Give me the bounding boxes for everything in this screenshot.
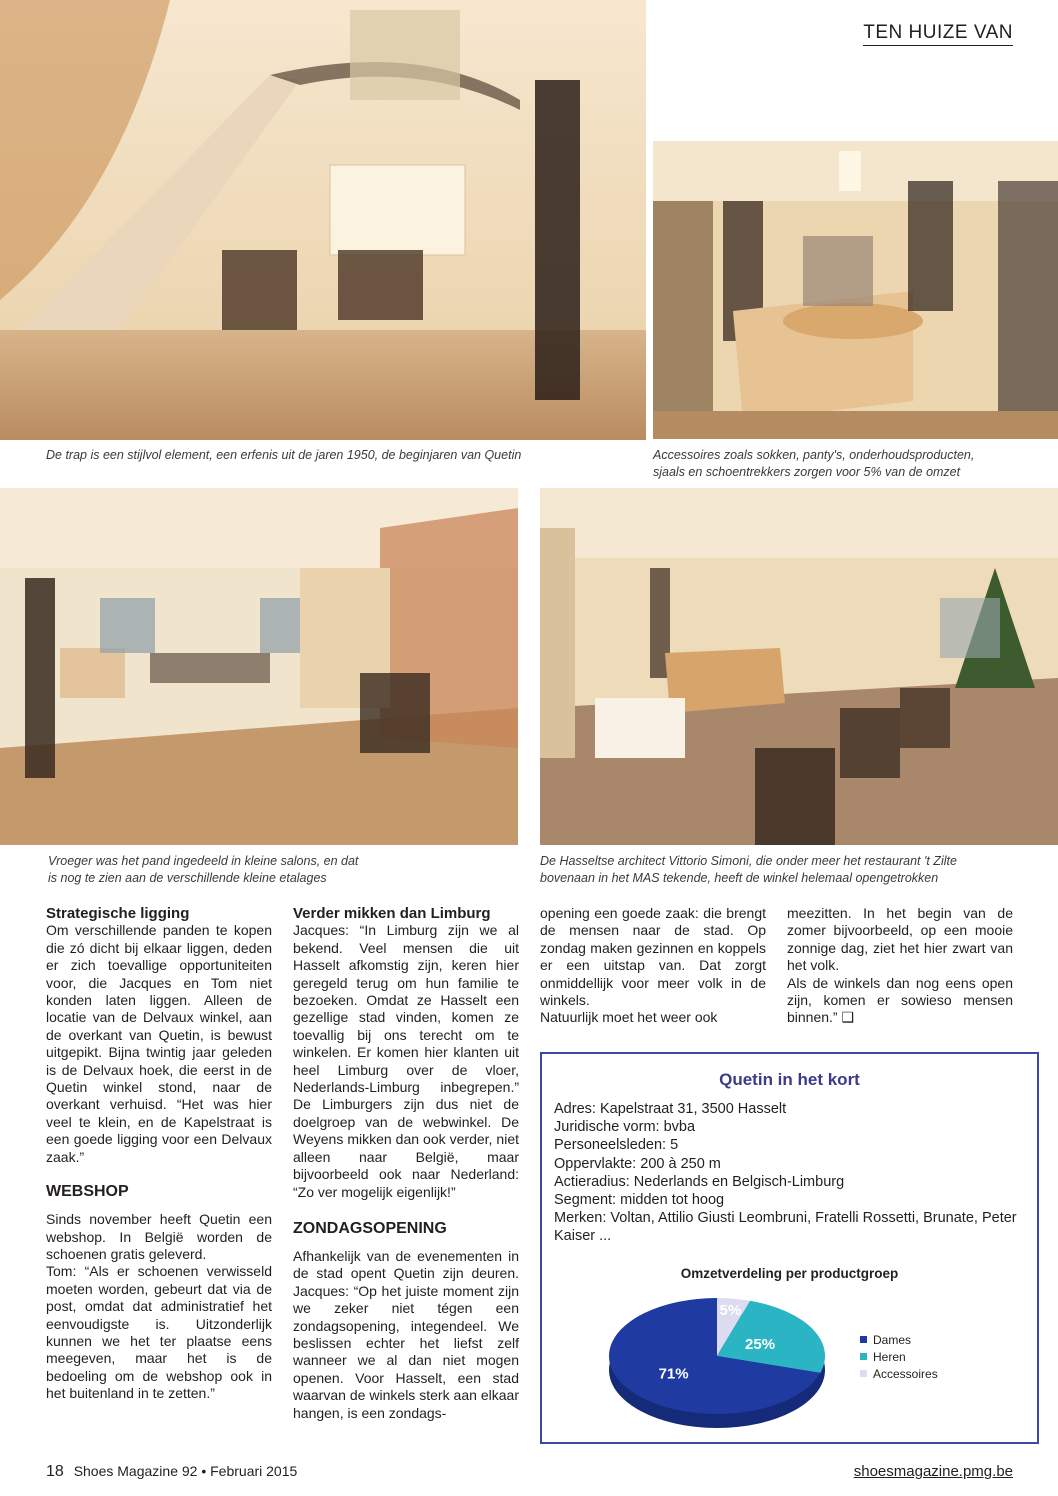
text-col4-1: meezitten. In het begin van de zomer bijvoorbeeld, op een mooie zonnige dag, ziet het hier zwart van het volk. [787,905,1013,974]
fact-segment [554,1191,1024,1209]
fact-value: Voltan, Attilio Giusti Leombruni, Fratelli Rossetti, Brunate, Peter Kaiser ... [554,1210,1017,1245]
photo-salons [0,488,518,845]
fact-value: 5 [670,1137,679,1154]
fact-key: Personeelsleden: [554,1137,667,1154]
text-sunday: Afhankelijk van de evenementen in de stad opent Quetin zijn deuren. Jacques: “Op het juiste moment zijn we zeker niet tégen een zondagsopening, integendeel. We beslissen echter het liefst zelf wanneer we al dan niet mogen openen. Voor Hasselt, een stad waarvan de winkels sterk aan elkaar hangen, is een zondags- [293,1247,519,1421]
fact-legal-form [554,1118,1024,1136]
legend-label: Dames [873,1333,912,1347]
chart-legend [860,1332,938,1383]
heading-limburg: Verder mikken dan Limburg [293,905,491,922]
heading-sunday: ZONDAGSOPENING [293,1219,447,1237]
caption-salons-line1: Vroeger was het pand ingedeeld in kleine salons, en dat [48,854,359,868]
text-limburg: Jacques: “In Limburg zijn we al bekend. Veel mensen die uit Hasselt afkomstig zijn, keren hier geregeld terug om hun familie te bezoeken. Omdat ze Hasselt een gezellige stad vinden, komen ze toevallig bij ons terecht om te winkelen. Er komen hier klanten uit heel Limburg over de vloer, Nederlands-Limburg inbegrepen.” De Limburgers zijn dus niet de doelgroep van de webwinkel. De Weyens mikken dan ook verder, niet alleen naar België, maar bijvoorbeeld ook naar Nederland: “Zo ver mogelijk eigenlijk!” [293,922,519,1200]
fact-key: Juridische vorm: [554,1119,660,1136]
fact-key: Oppervlakte: [554,1155,637,1172]
fact-key: Adres: [554,1101,596,1117]
article-column-3 [540,905,766,1027]
fact-key: Merken: [554,1210,607,1227]
caption-architect-line1: De Hasseltse architect Vittorio Simoni, die onder meer het restaurant 't Zilte [540,854,957,868]
caption-accessories-line1: Accessoires zoals sokken, panty's, onderhoudsproducten, [653,448,975,462]
pie-label-dames: 71% [658,1365,689,1383]
photo-open-store [540,488,1058,845]
caption-architect [540,853,1055,887]
fact-key: Segment: [554,1192,617,1209]
photo-staircase [0,0,646,440]
fact-value: Kapelstraat 31, 3500 Hasselt [599,1101,787,1117]
footer-website[interactable]: shoesmagazine.pmg.be [853,1463,1013,1480]
chart-title: Omzetverdeling per productgroep [680,1266,899,1281]
footer-issue [46,1463,297,1481]
photo-accessories [653,141,1058,439]
legend-item-accessoires [860,1366,938,1383]
pie-label-accessoires: 5% [719,1302,742,1320]
legend-label: Heren [873,1350,906,1364]
caption-architect-line2: bovenaan in het MAS tekende, heeft de winkel helemaal opengetrokken [540,871,939,885]
legend-swatch [860,1370,867,1377]
legend-swatch [860,1336,867,1343]
fact-staff [554,1136,1024,1154]
article-column-1 [46,905,272,1403]
caption-accessories-line2: sjaals en schoentrekkers zorgen voor 5% van de omzet [653,465,961,479]
pie-chart [602,1294,902,1444]
text-col4-2-body: Als de winkels dan nog eens open zijn, komen er sowieso mensen binnen.” [787,974,1013,1026]
page-number: 18 [46,1463,64,1480]
text-col3-2: Natuurlijk moet het weer ook [540,1009,718,1026]
fact-value: 200 à 250 m [640,1155,721,1172]
fact-address [554,1100,1024,1118]
pie-label-heren: 25% [745,1335,776,1353]
caption-salons-line2: is nog te zien aan de verschillende kleine etalages [48,871,327,885]
caption-accessories [653,447,1053,481]
section-label: TEN HUIZE VAN [863,22,1013,46]
legend-item-heren [860,1349,938,1366]
legend-swatch [860,1353,867,1360]
text-col3-1: opening een goede zaak: die brengt de mensen naar de stad. Op zondag maken gezinnen en koppels er een uitstap van. Dat zorgt onmiddellijk voor meer volk in de winkels. [540,905,766,1009]
article-column-2 [293,905,519,1422]
caption-staircase: De trap is een stijlvol element, een erfenis uit de jaren 1950, de beginjaren van Quetin [46,448,522,462]
article-column-4 [787,905,1013,1027]
fact-surface [554,1155,1024,1173]
end-mark: ❑ [841,1009,855,1026]
caption-salons [48,853,518,887]
text-strategic: Om verschillende panden te kopen die zó dicht bij elkaar liggen, deden er zich toevallige opportuniteiten voor, die Jacques en Tom niet konden laten liggen. Alleen de locatie van de Delvaux winkel, aan de overkant van Quetin, is bewust uitgepikt. Bijna twintig jaar geleden is de Delvaux hoek, die eerst in de Quetin winkel stond, naar de overkant verhuisd. “Het was hier veel te klein, en de Kapelstraat is een goede ligging voor een Delvaux zaak.” [46,922,272,1165]
fact-key: Actieradius: [554,1173,630,1190]
infobox-facts [554,1100,1024,1246]
fact-radius [554,1173,1024,1191]
heading-webshop: WEBSHOP [46,1183,129,1201]
issue-label: Shoes Magazine 92 • Februari 2015 [73,1463,298,1479]
legend-item-dames [860,1332,938,1349]
text-webshop-2: Tom: “Als er schoenen verwisseld moeten worden, gebeurt dat via de post, omdat dat administratief het eenvoudigste is. Uitzonderlijk kunnen we het ter plaatse eens meegeven, maar het is de bedoeling om de webshop ook in het buitenland in te zetten.” [46,1263,272,1402]
fact-value: Nederlands en Belgisch-Limburg [633,1173,845,1190]
heading-strategic: Strategische ligging [46,905,190,922]
infobox-title: Quetin in het kort [719,1070,860,1089]
text-webshop-1: Sinds november heeft Quetin een webshop. In België worden de schoenen gratis geleverd. [46,1211,272,1262]
legend-label: Accessoires [873,1367,938,1381]
text-col4-2 [787,975,1013,1027]
infobox [540,1052,1039,1444]
fact-value: bvba [663,1119,696,1136]
fact-brands [554,1209,1024,1245]
fact-value: midden tot hoog [620,1192,725,1209]
